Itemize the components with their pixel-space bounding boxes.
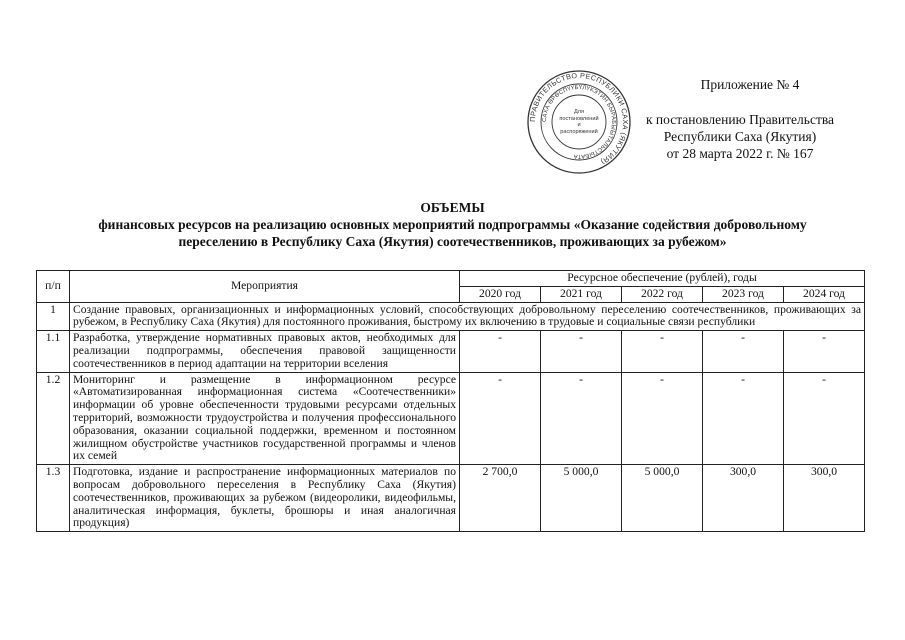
row-value: - xyxy=(622,331,703,372)
row-value: - xyxy=(541,331,622,372)
section-text: Создание правовых, организационных и информационных условий, способствующих добровольному переселению соотечественников, проживающих за рубежом, в Республику Саха (Якутия) для постоянного проживания, быстрому их включению в трудовые и социальные связи республики xyxy=(70,302,865,331)
row-value: 2 700,0 xyxy=(460,465,541,532)
row-value: 5 000,0 xyxy=(622,465,703,532)
header-year: 2023 год xyxy=(703,286,784,302)
seal-center-text: Для постановлений и распоряжений xyxy=(559,109,599,135)
header-measures: Мероприятия xyxy=(70,271,460,303)
title-line-2: финансовых ресурсов на реализацию основных мероприятий подпрограммы «Оказание содействия добровольному xyxy=(98,217,807,232)
header-year: 2021 год xyxy=(541,286,622,302)
appendix-number: Приложение № 4 xyxy=(700,77,800,92)
row-value: - xyxy=(541,372,622,465)
row-value: 300,0 xyxy=(703,465,784,532)
appendix-line-4: от 28 марта 2022 г. № 167 xyxy=(666,146,814,161)
header-year: 2020 год xyxy=(460,286,541,302)
row-value: - xyxy=(784,331,865,372)
row-value: - xyxy=(622,372,703,465)
title-line-3: переселению в Республику Саха (Якутия) соотечественников, проживающих за рубежом» xyxy=(178,234,727,249)
row-value: 300,0 xyxy=(784,465,865,532)
header-resources: Ресурсное обеспечение (рублей), годы xyxy=(460,271,865,287)
row-number: 1.3 xyxy=(37,465,70,532)
row-value: - xyxy=(703,372,784,465)
header-number: п/п xyxy=(37,271,70,303)
table-section-row xyxy=(37,302,865,331)
table-row xyxy=(37,372,865,465)
funding-table xyxy=(36,270,865,532)
row-value: 5 000,0 xyxy=(541,465,622,532)
row-value: - xyxy=(460,331,541,372)
appendix-line-3: Республики Саха (Якутия) xyxy=(663,129,817,144)
header-year: 2024 год xyxy=(784,286,865,302)
row-number: 1.1 xyxy=(37,331,70,372)
row-number: 1.2 xyxy=(37,372,70,465)
row-text: Подготовка, издание и распространение информационных материалов по вопросам добровольного переселения в Республику Саха (Якутия) соотечественников, проживающих за рубежом (видеоролики, видеофильмы, аналитическая информация, буклеты, брошюры и иная аналогичная продукция) xyxy=(70,465,460,532)
row-value: - xyxy=(703,331,784,372)
document-title xyxy=(40,199,865,250)
seal-outer-text: ПРАВИТЕЛЬСТВО РЕСПУБЛИКИ САХА (ЯКУТИЯ) xyxy=(527,70,631,167)
title-line-1: ОБЪЕМЫ xyxy=(420,200,485,215)
appendix-line-2: к постановлению Правительства xyxy=(645,112,835,127)
table-row xyxy=(37,465,865,532)
table-header-row xyxy=(37,271,865,287)
row-text: Мониторинг и размещение в информационном ресурсе «Автоматизированная информационная система «Соотечественники» информации об уровне обеспеченности трудовыми ресурсами отдельных территорий, возможности трудоустройства и получения профессионального образования, оказании социальной поддержки, временном и постоянном жилищном обустройстве участников государственной программы и членов их семей xyxy=(70,372,460,465)
row-value: - xyxy=(460,372,541,465)
official-seal-stamp xyxy=(526,69,632,175)
seal-inner-text: САХА ӨРӨСПҮҮБҮЛҮКЭТИН БЫРАБЫЫТАЛЬСТЫБАТА xyxy=(541,84,617,160)
row-value: - xyxy=(784,372,865,465)
appendix-header xyxy=(640,76,840,162)
header-year: 2022 год xyxy=(622,286,703,302)
table-row xyxy=(37,331,865,372)
row-text: Разработка, утверждение нормативных правовых актов, необходимых для реализации подпрограммы, обеспечения правовой защищенности соотечественников в период адаптации на территории вселения xyxy=(70,331,460,372)
section-number: 1 xyxy=(37,302,70,331)
